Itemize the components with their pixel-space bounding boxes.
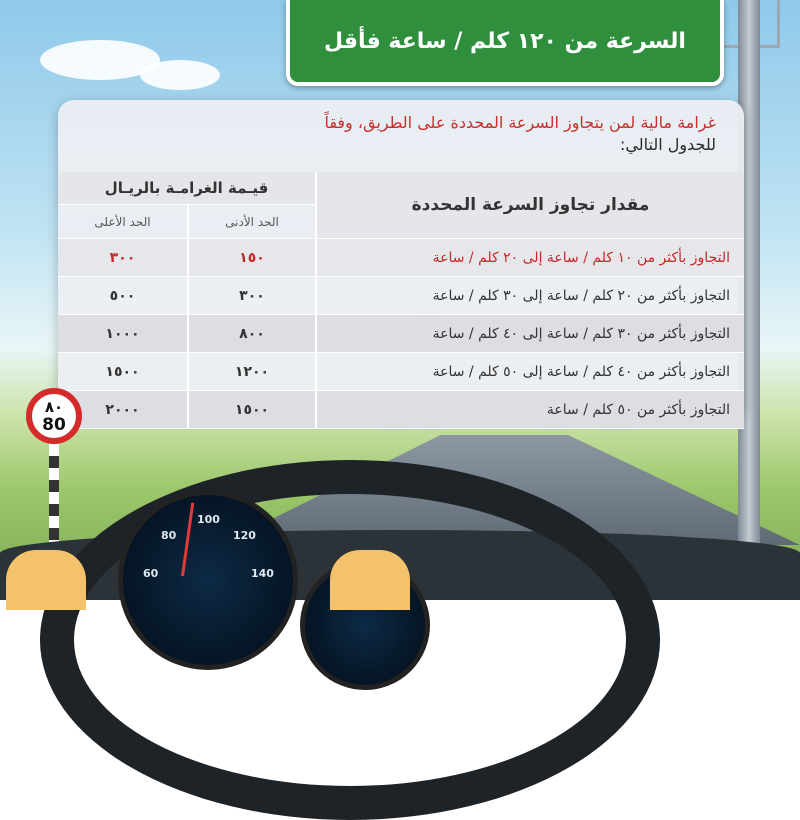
fine-max: ١٥٠٠ <box>58 353 188 391</box>
speed-excess-desc: التجاوز بأكثر من ٣٠ كلم / ساعة إلى ٤٠ كلم / ساعة <box>316 315 744 353</box>
header-fine-value: قيـمة الغرامـة بالريـال <box>58 172 316 205</box>
sign-text: السرعة من ١٢٠ كلم / ساعة فأقل <box>324 28 686 54</box>
gauge-label: 120 <box>233 529 256 542</box>
speedometer <box>118 490 298 670</box>
fine-max: ٢٠٠٠ <box>58 391 188 429</box>
intro-rest: للجدول التالي: <box>620 135 716 154</box>
speed-excess-desc: التجاوز بأكثر من ٤٠ كلم / ساعة إلى ٥٠ كلم / ساعة <box>316 353 744 391</box>
header-speed-excess: مقدار تجاوز السرعة المحددة <box>316 172 744 239</box>
speed-limit-sign <box>26 388 82 444</box>
table-row <box>58 315 744 353</box>
fine-min: ١٢٠٠ <box>188 353 316 391</box>
right-hand <box>330 550 410 610</box>
speed-excess-desc: التجاوز بأكثر من ٢٠ كلم / ساعة إلى ٣٠ كلم / ساعة <box>316 277 744 315</box>
header-max: الحد الأعلى <box>58 205 188 239</box>
gauge-label: 60 <box>143 567 159 580</box>
cloud <box>140 60 220 90</box>
speed-limit-arabic: ٨٠ <box>44 398 64 416</box>
table-row <box>58 391 744 429</box>
fine-min: ١٥٠٠ <box>188 391 316 429</box>
table-row <box>58 239 744 277</box>
intro-highlight: غرامة مالية لمن يتجاوز السرعة المحددة على الطريق، وفقاً <box>324 113 716 132</box>
fine-min: ١٥٠ <box>188 239 316 277</box>
table-row <box>58 353 744 391</box>
fines-table <box>58 172 744 429</box>
gauge-label: 80 <box>161 529 177 542</box>
speed-excess-desc: التجاوز بأكثر من ٥٠ كلم / ساعة <box>316 391 744 429</box>
intro-text <box>86 112 716 156</box>
header-min: الحد الأدنى <box>188 205 316 239</box>
left-hand <box>6 550 86 610</box>
speed-excess-desc: التجاوز بأكثر من ١٠ كلم / ساعة إلى ٢٠ كلم / ساعة <box>316 239 744 277</box>
gauge-label: 140 <box>251 567 274 580</box>
fine-table-panel <box>58 100 744 418</box>
fine-min: ٣٠٠ <box>188 277 316 315</box>
table-row <box>58 277 744 315</box>
speed-limit-latin: 80 <box>42 415 66 435</box>
fine-max: ٥٠٠ <box>58 277 188 315</box>
fine-min: ٨٠٠ <box>188 315 316 353</box>
fine-max: ٣٠٠ <box>58 239 188 277</box>
speed-road-sign <box>286 0 724 86</box>
fine-max: ١٠٠٠ <box>58 315 188 353</box>
speed-sign-pole <box>49 444 59 554</box>
gauge-label: 100 <box>197 513 220 526</box>
